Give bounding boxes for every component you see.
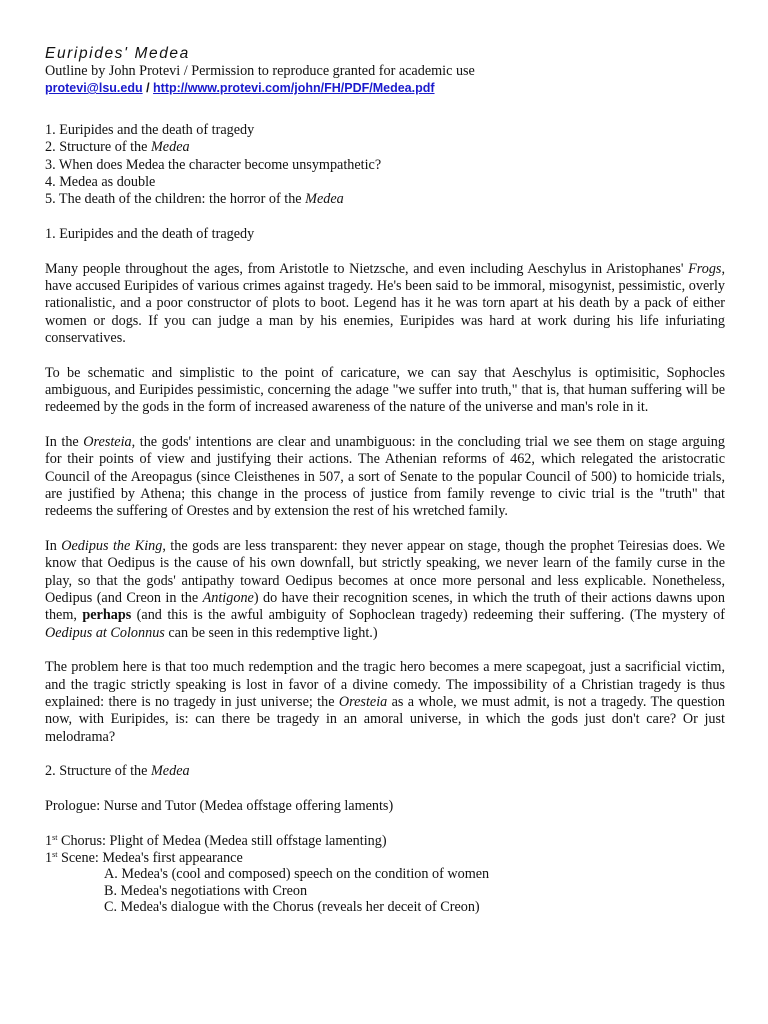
paragraph-oresteia: In the Oresteia, the gods' intentions are clear and unambiguous: in the concluding trial we see them on stage arguing for their points of view and justifying their actions. The Athenian reforms of 462, which relegated the aristocratic Council of the Areopagus (since Cleisthenes in 507, a sort of Senate to the popular Council of 500) to homicide trials, are justified by Athena; this change in the process of justice from family revenge to civic trial is the "truth" that redeems the suffering of Orestes and by extension the rest of his wretched family. bbox=[45, 434, 725, 520]
paragraph-schematic: To be schematic and simplistic to the point of caricature, we can say that Aeschylus is optimisitic, Sophocles ambiguous, and Euripides pessimistic, concerning the adage "we suffer into truth," that is, that human suffering will be redeemed by the gods in the form of increased awareness of the nature of the universe and man's role in it. bbox=[45, 364, 725, 416]
paragraph-critics: Many people throughout the ages, from Aristotle to Nietzsche, and even including Aeschylus in Aristophanes' Frogs, have accused Euripides of various crimes against tragedy. He's been said to be immoral, misogynist, pessimistic, overly rationalistic, and a poor constructor of plots to boot. Legend has it he was torn apart at his death by a pack of either women or dogs. If you can judge a man by his enemies, Euripides was hard at work during his life infuriating conservatives. bbox=[45, 260, 725, 346]
toc-item: 5. The death of the children: the horror of the Medea bbox=[45, 191, 344, 208]
structure-outline bbox=[45, 833, 725, 916]
structure-subitem: B. Medea's negotiations with Creon bbox=[104, 882, 308, 899]
structure-subitem: A. Medea's (cool and composed) speech on the condition of women bbox=[104, 866, 490, 883]
toc-item: 4. Medea as double bbox=[45, 173, 156, 190]
email-link[interactable]: protevi@lsu.edu bbox=[45, 81, 143, 95]
document-page bbox=[45, 44, 725, 916]
toc-item: 2. Structure of the Medea bbox=[45, 139, 190, 156]
structure-prologue: Prologue: Nurse and Tutor (Medea offstage offering laments) bbox=[45, 798, 394, 815]
section-1-heading: 1. Euripides and the death of tragedy bbox=[45, 225, 255, 242]
structure-subitem: C. Medea's dialogue with the Chorus (reveals her deceit of Creon) bbox=[104, 899, 480, 916]
document-subtitle: Outline by John Protevi / Permission to reproduce granted for academic use bbox=[45, 63, 475, 79]
toc-item: 1. Euripides and the death of tragedy bbox=[45, 122, 255, 138]
paragraph-redemption: The problem here is that too much redemption and the tragic hero becomes a mere scapegoat, just a sacrificial victim, and the tragic strictly speaking is lost in favor of a divine comedy. The impossibility of a Christian tragedy is thus explained: there is no tragedy in just universe; the Oresteia as a whole, we must admit, is not a tragedy. The question now, with Euripides, is: can there be tragedy in an amoral universe, in which the gods just don't care? Or just melodrama? bbox=[45, 659, 725, 745]
pdf-url-link[interactable]: http://www.protevi.com/john/FH/PDF/Medea.pdf bbox=[153, 81, 435, 95]
paragraph-oedipus: In Oedipus the King, the gods are less transparent: they never appear on stage, though the prophet Teiresias does. We know that Oedipus is the cause of his own downfall, but strictly speaking, we never learn of the family curse in the play, so that the gods' antipathy toward Oedipus becomes at once more personal and less explicable. Nonetheless, Oedipus (and Creon in the Antigone) do have their recognition scenes, in which the truth of their actions dawns upon them, perhaps (and this is the awful ambiguity of Sophoclean tragedy) redeeming their suffering. (The mystery of Oedipus at Colonnus can be seen in this redemptive light.) bbox=[45, 538, 725, 641]
structure-scene-1: 1st Scene: Medea's first appearance bbox=[45, 849, 243, 866]
section-2-heading: 2. Structure of the Medea bbox=[45, 763, 190, 780]
table-of-contents bbox=[45, 122, 725, 208]
link-separator: / bbox=[142, 81, 154, 95]
structure-chorus-1: 1st Chorus: Plight of Medea (Medea still offstage lamenting) bbox=[45, 833, 387, 849]
contact-links bbox=[45, 80, 725, 96]
toc-item: 3. When does Medea the character become unsympathetic? bbox=[45, 156, 382, 173]
document-title: Euripides' Medea bbox=[45, 45, 190, 62]
